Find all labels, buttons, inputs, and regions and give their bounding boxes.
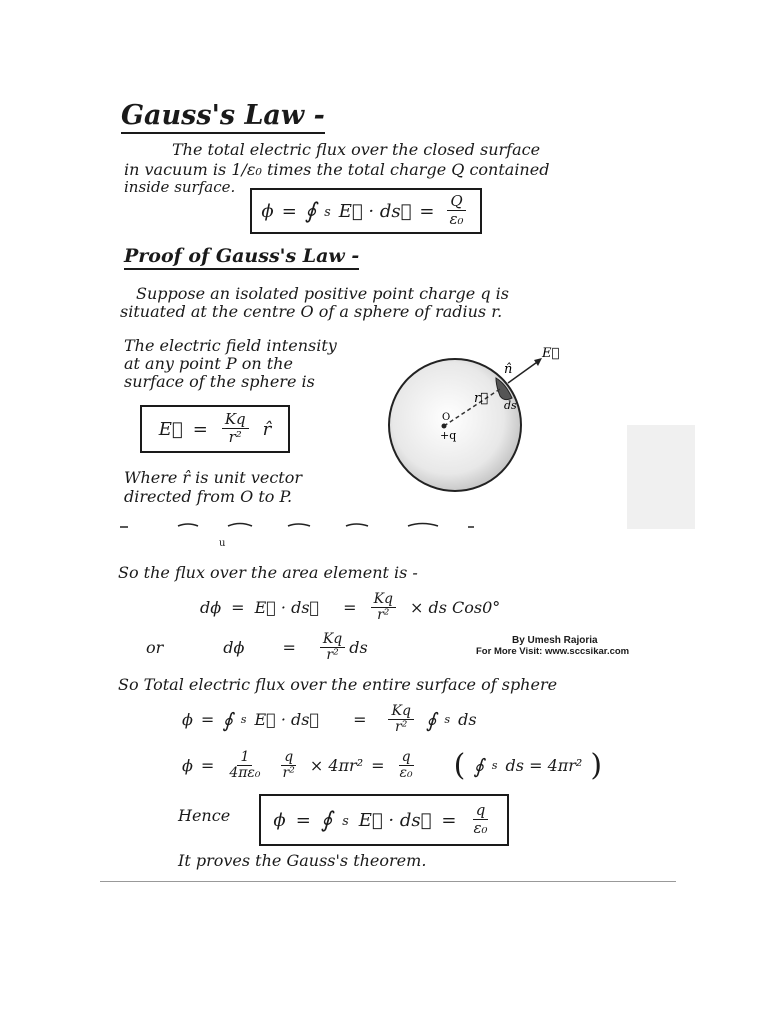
definition-line-1: The total electric flux over the closed surface: [172, 140, 541, 159]
sphere-diagram: [380, 335, 580, 505]
field-line-2: at any point P on the: [124, 354, 293, 373]
equals-sign: =: [192, 418, 208, 440]
gauss-law-formula-box: [250, 188, 482, 234]
field-vector-arrow: [508, 360, 540, 383]
label-n: n̂: [504, 362, 513, 377]
closed-integral-icon: ∮: [222, 707, 233, 732]
credit-visit: For More Visit: www.sccsikar.com: [476, 646, 630, 657]
total-flux-intro: So Total electric flux over the entire surface of sphere: [118, 675, 558, 694]
cut-fragment: u: [219, 538, 226, 549]
label-r: r⃗: [474, 391, 489, 406]
equals-sign: =: [281, 200, 297, 222]
centre-point: [442, 424, 447, 429]
conclusion: It proves the Gauss's theorem.: [178, 851, 427, 870]
phi-symbol: ϕ: [261, 200, 274, 222]
equals-sign: =: [419, 200, 435, 222]
closed-integral-icon: ∮: [304, 198, 317, 224]
cut-off-text-fragment: [118, 518, 488, 530]
label-ds: ds: [504, 399, 517, 412]
gray-panel: [627, 425, 695, 529]
definition-line-2: in vacuum is 1/ε₀ times the total charge Q contained: [124, 160, 550, 179]
credit-author: By Umesh Rajoria: [512, 635, 598, 646]
eq-dphi: dϕ = E⃗ · ds⃗ = $\frac{Kq}{\text{r²}}$ × ds Cos0°: [200, 591, 501, 623]
flux-intro: So the flux over the area element is -: [118, 563, 418, 582]
closed-integral-icon: ∮: [425, 707, 437, 732]
fraction-kq-over-r2: $\frac{Kq}{\text{r²}}$: [222, 412, 249, 445]
e-vector: E⃗: [158, 418, 183, 440]
bottom-rule: [100, 881, 676, 882]
eq-phi-result: ϕ = $\frac{1}{\text{4πε₀}}$ $\frac{q}{\text{r²}}$ × 4πr² = $\frac{q}{\text{ε₀}}$ ( ∮ s ds = 4πr² ): [182, 748, 603, 783]
final-formula-box: ϕ = ∮ s E⃗ · ds⃗ = $\frac{q}{\text{ε₀}}$: [259, 794, 509, 846]
label-O: O: [442, 412, 451, 423]
integral-subscript: s: [324, 203, 331, 219]
suppose-line-2: situated at the centre O of a sphere of radius r.: [120, 302, 503, 321]
page-title: Gauss's Law -: [121, 100, 325, 131]
label-q: +q: [440, 429, 457, 442]
where-line-2: directed from O to P.: [124, 487, 293, 506]
fraction-q-over-eps0: $\frac{Q}{\text{ε₀}}$: [447, 194, 467, 227]
sphere-circle: [389, 359, 521, 491]
closed-integral-icon: ∮: [320, 807, 333, 833]
where-line-1: Where r̂ is unit vector: [124, 468, 302, 487]
field-formula-box: [140, 405, 290, 453]
integrand: E⃗ · ds⃗: [338, 200, 412, 222]
definition-line-3: inside surface.: [124, 178, 236, 196]
field-line-3: surface of the sphere is: [124, 372, 315, 391]
closed-integral-icon: ∮: [473, 753, 484, 778]
hence-label: Hence: [178, 806, 231, 825]
eq-phi-integral: ϕ = ∮ s E⃗ · ds⃗ = $\frac{Kq}{\text{r²}}$ ∮ s ds: [182, 703, 477, 735]
proof-heading: Proof of Gauss's Law -: [124, 245, 359, 267]
eq-or: or dϕ = $\frac{Kq}{\text{r²}}$ ds: [146, 631, 368, 663]
suppose-line-1: Suppose an isolated positive point charge q is: [136, 284, 509, 303]
label-E: E⃗: [542, 346, 560, 361]
unit-vector-r: r̂: [262, 418, 272, 440]
field-line-1: The electric field intensity: [124, 336, 337, 355]
